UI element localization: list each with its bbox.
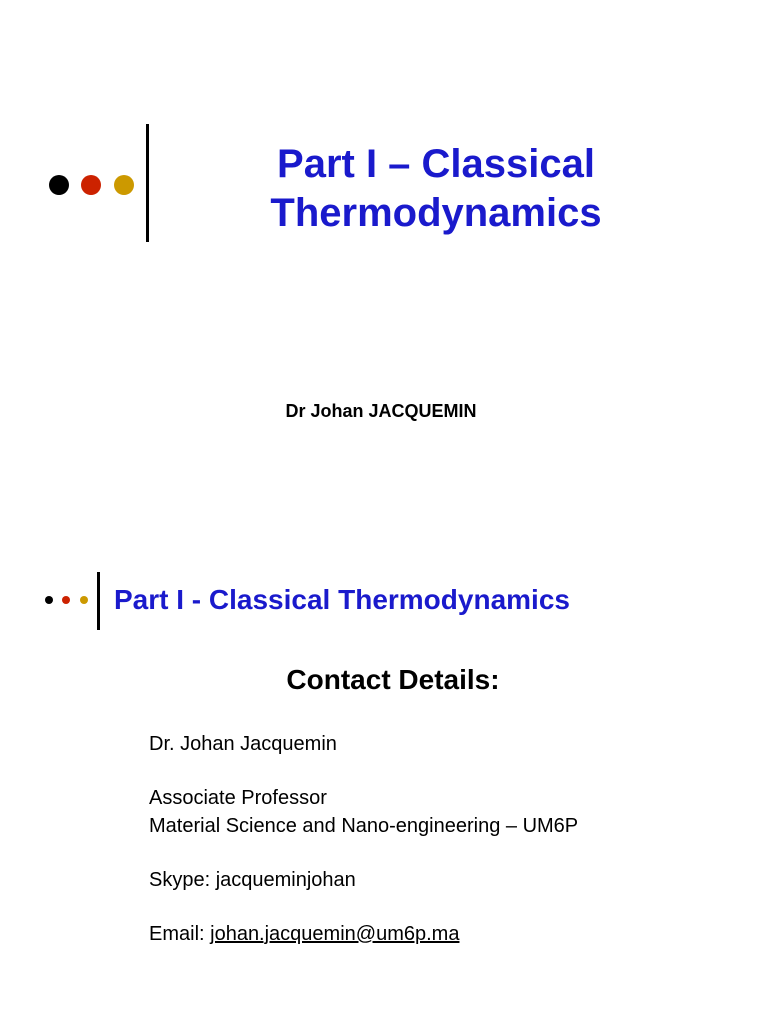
contact-email	[149, 920, 749, 948]
contact-name: Dr. Johan Jacquemin	[149, 733, 337, 755]
contact-heading: Contact Details:	[286, 664, 500, 695]
vertical-divider	[97, 572, 100, 630]
contact-slide	[0, 540, 768, 1024]
slide-title-line-1: Part I – Classical	[277, 142, 595, 186]
black-dot-icon	[45, 596, 53, 604]
contact-position: Associate Professor	[149, 787, 327, 809]
slide-title	[200, 140, 672, 238]
skype-value: jacqueminjohan	[215, 869, 356, 891]
skype-label: Skype:	[149, 869, 216, 891]
red-dot-icon	[81, 175, 101, 195]
author-name: Dr Johan JACQUEMIN	[285, 401, 477, 421]
email-label: Email:	[149, 923, 211, 945]
contact-skype	[149, 866, 749, 894]
black-dot-icon	[49, 175, 69, 195]
slide-title-line-2: Thermodynamics	[270, 191, 602, 235]
vertical-divider	[146, 124, 149, 242]
contact-department: Material Science and Nano-engineering – UM6P	[149, 815, 579, 837]
slide-title: Part I - Classical Thermodynamics	[114, 584, 570, 615]
red-dot-icon	[62, 596, 70, 604]
gold-dot-icon	[114, 175, 134, 195]
gold-dot-icon	[80, 596, 88, 604]
email-link[interactable]: johan.jacquemin@um6p.ma	[210, 923, 460, 945]
contact-details	[149, 730, 749, 948]
